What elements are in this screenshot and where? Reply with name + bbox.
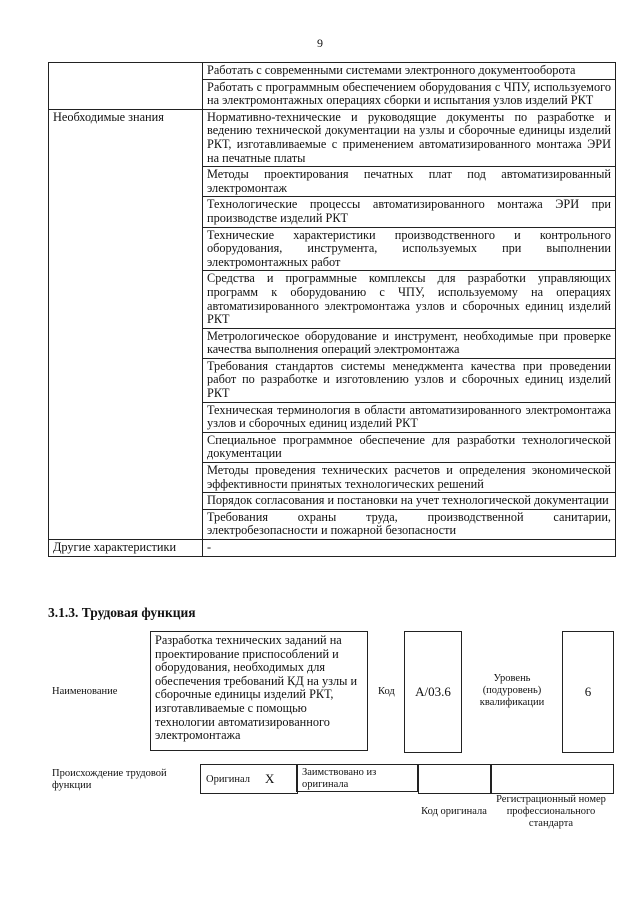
knowledge-item: Нормативно-технические и руководящие документы по разработке и ведению технической документации на узлы и сборочные единицы изделий РКТ, изготавливаемые с применением автоматизированного монтажа ЭРИ на печатные платы bbox=[203, 109, 616, 166]
knowledge-item: Методы проведения технических расчетов и определения экономической эффективности принятых технологических решений bbox=[203, 463, 616, 493]
page-number: 9 bbox=[317, 36, 323, 50]
borrowed-label: Заимствовано из оригинала bbox=[296, 764, 418, 792]
knowledge-item: Техническая терминология в области автоматизированного электромонтажа узлов и сборочных единиц изделий РКТ bbox=[203, 402, 616, 432]
knowledge-item: Требования стандартов системы менеджмента качества при проведении работ по разработке и изготовлению узлов и сборочных единиц изделий РКТ bbox=[203, 358, 616, 402]
knowledge-item: Средства и программные комплексы для разработки управляющих программ к оборудованию с ЧПУ, используемому на операциях автоматизированного электромонтажа узлов и сборочных единиц изделий РКТ bbox=[203, 271, 616, 328]
function-name-value: Разработка технических заданий на проектирование приспособлений и оборудования, необходимых для обеспечения требований КД на узлы и сборочные единицы изделий РКТ, изготавливаемые с помощью технологии автоматизированного электромонтажа bbox=[150, 631, 368, 751]
knowledge-item: Требования охраны труда, производственной санитарии, электробезопасности и пожарной безопасности bbox=[203, 509, 616, 539]
level-value: 6 bbox=[562, 631, 614, 753]
table-row bbox=[49, 79, 616, 109]
reg-number-cell bbox=[490, 764, 614, 794]
empty-label-cell bbox=[49, 63, 203, 80]
origin-label: Происхождение трудовой функции bbox=[52, 768, 167, 791]
table-row bbox=[49, 540, 616, 557]
other-value: - bbox=[203, 540, 616, 557]
other-label: Другие характеристики bbox=[49, 540, 203, 557]
knowledge-item: Специальное программное обеспечение для разработки технологической документации bbox=[203, 432, 616, 462]
original-mark: X bbox=[265, 771, 275, 786]
skill-item: Работать с программным обеспечением оборудования с ЧПУ, используемого на электромонтажных операциях сборки и испытания узлов изделий РКТ bbox=[203, 79, 616, 109]
section-title: 3.1.3. Трудовая функция bbox=[48, 605, 196, 620]
knowledge-item: Порядок согласования и постановки на учет технологической документации bbox=[203, 493, 616, 510]
level-label: Уровень (подуровень) квалификации bbox=[479, 673, 545, 708]
original-label: Оригинал bbox=[206, 774, 250, 785]
code-original-label: Код оригинала bbox=[421, 806, 487, 817]
table-row bbox=[49, 109, 616, 166]
knowledge-item: Технологические процессы автоматизированного монтажа ЭРИ при производстве изделий РКТ bbox=[203, 197, 616, 227]
requirements-table bbox=[48, 62, 616, 557]
code-original-cell bbox=[418, 764, 492, 794]
reg-number-label: Регистрационный номер профессионального стандарта bbox=[496, 794, 606, 829]
table-row bbox=[49, 63, 616, 80]
knowledge-item: Методы проектирования печатных плат под автоматизированный электромонтаж bbox=[203, 167, 616, 197]
code-label: Код bbox=[378, 686, 395, 697]
name-label: Наименование bbox=[52, 686, 118, 697]
original-cell bbox=[200, 764, 298, 794]
knowledge-label: Необходимые знания bbox=[49, 109, 203, 539]
knowledge-item: Технические характеристики производственного и контрольного оборудования, инструмента, используемых при выполнении электромонтажных работ bbox=[203, 227, 616, 271]
empty-label-cell bbox=[49, 79, 203, 109]
skill-item: Работать с современными системами электронного документооборота bbox=[203, 63, 616, 80]
knowledge-item: Метрологическое оборудование и инструмент, необходимые при проверке качества выполнения операций электромонтажа bbox=[203, 328, 616, 358]
code-value: A/03.6 bbox=[404, 631, 462, 753]
